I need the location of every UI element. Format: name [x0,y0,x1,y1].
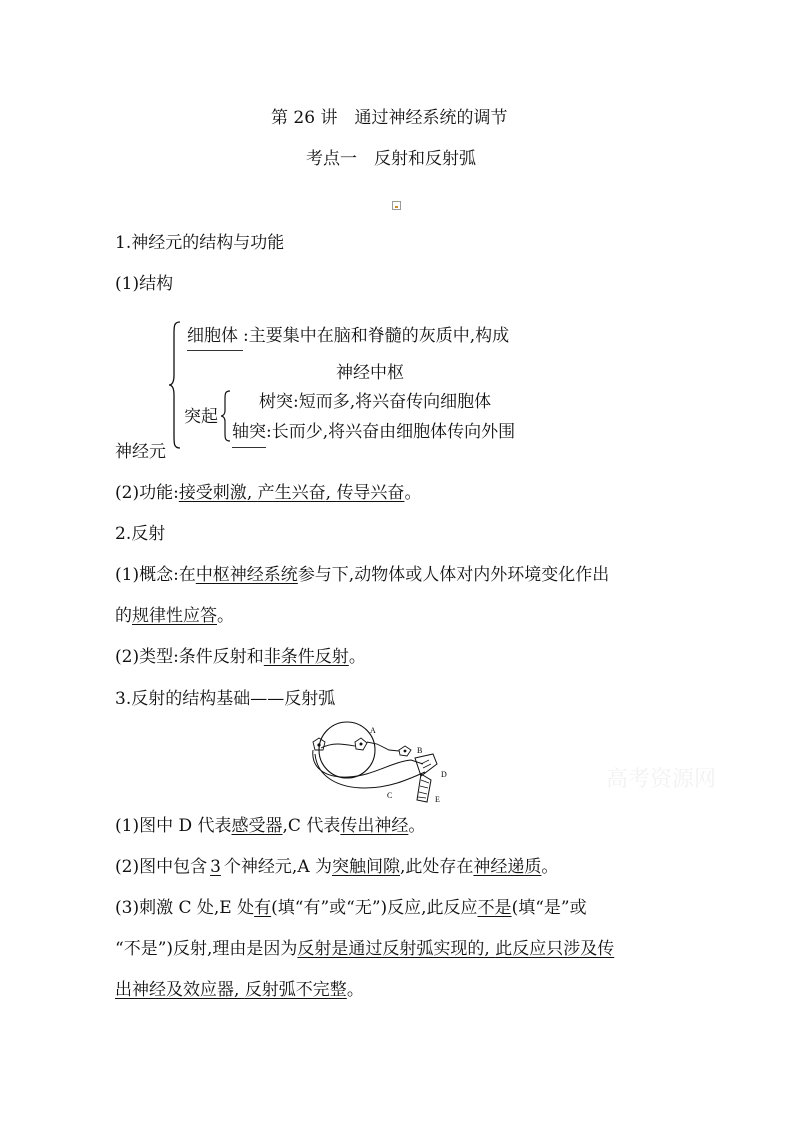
answer-reason-part2-cont: 出神经及效应器 [115,980,234,1000]
cell-body-underline [187,350,243,351]
dendrite-desc: :短而多,将兴奋传向细胞体 [293,392,492,412]
interneuron-path [321,744,355,748]
function-prefix: (2)功能: [115,483,179,503]
answer-synaptic-cleft: 突触间隙 [332,857,401,877]
question1 [115,815,425,837]
topic-title: 考点一 反射和反射弧 [306,149,476,169]
concept-prefix: (1)概念:在 [115,565,196,585]
cell-body-label: 细胞体 [187,326,238,346]
outer-brace-icon [168,320,184,450]
answer-produce-excitation: 产生兴奋 [257,483,326,503]
image-placeholder-icon [392,201,401,210]
process-label: 突起 [184,407,218,427]
diagram-label-d: D [441,770,447,779]
q2-text: 个神经元,A 为 [223,857,333,877]
q3-text: (3)刺激 C 处,E 处 [115,898,255,918]
q2-text: (2)图中包含 [115,857,208,877]
period: 。 [541,857,559,877]
receptor-skin-icon [415,754,437,776]
cell-body-desc: :主要集中在脑和脊髓的灰质中,构成 [243,326,510,346]
answer-reason-part3: 反射弧不完整 [244,980,347,1000]
answer-neurotransmitter: 神经递质 [473,857,542,877]
answer-receive-stimulus: 接受刺激 [178,483,247,503]
separator: , [484,939,496,959]
cell-body-desc-cont: 神经中枢 [336,363,404,383]
answer-three: 3 [210,857,221,877]
reflex-arc-diagram [303,720,453,802]
period: 。 [346,980,364,1000]
afferent-nerve-path [313,750,423,777]
section1-heading: 1.神经元的结构与功能 [115,233,285,253]
answer-efferent-nerve: 传出神经 [340,816,409,836]
question3-line2 [115,938,614,960]
q3-text: “不是”)反射,理由是因为 [115,939,298,959]
watermark: 高考资源网 [606,767,717,792]
question2 [115,856,558,878]
question3-line3 [115,979,364,1001]
answer-reason-part2: 此反应只涉及传 [495,939,615,959]
separator: , [325,483,337,503]
answer-cns: 中枢神经系统 [195,565,298,585]
separator: , [246,483,258,503]
diagram-label-b: B [417,746,423,755]
section2-heading: 2.反射 [115,524,166,544]
period: 。 [408,816,426,836]
concept-line1 [115,564,609,586]
answer-receptor: 感受器 [231,816,283,836]
tree-root-neuron: 神经元 [115,442,166,462]
type-prefix: (2)类型:条件反射和 [115,647,264,667]
inner-brace-icon [220,390,232,442]
section3-heading: 3.反射的结构基础——反射弧 [115,689,336,709]
answer-not: 不是 [477,898,512,918]
concept-mid: 参与下,动物体或人体对内外环境变化作出 [297,565,610,585]
axon-label: 轴突 [232,422,266,442]
q1-text: ,C 代表 [282,816,341,836]
answer-regular-response: 规律性应答 [132,606,217,626]
period: 。 [217,606,234,626]
answer-reason-part1: 反射是通过反射弧实现的 [297,939,485,959]
q3-text: (填“有”或“无”)反应,此反应 [271,898,478,918]
lesson-title: 第 26 讲 通过神经系统的调节 [271,108,508,128]
spinal-cord-circle [319,722,375,778]
structure-subheading: (1)结构 [115,274,174,294]
diagram-label-a: A [370,726,376,735]
period: 。 [348,647,366,667]
concept-line2 [115,605,234,627]
function-line [115,482,421,504]
separator: , [234,980,245,1000]
type-line [115,646,366,668]
answer-unconditioned-reflex: 非条件反射 [263,647,349,667]
axon-desc: :长而少,将兴奋由细胞体传向外围 [266,422,516,442]
question3-line1 [115,897,587,919]
answer-yes: 有 [254,898,272,918]
period: 。 [404,483,422,503]
diagram-label-e: E [435,795,440,804]
dendrite-label: 树突 [259,392,293,412]
diagram-label-c: C [387,791,393,800]
q3-text: (填“是”或 [511,898,587,918]
axon-underline [232,447,266,448]
q2-text: ,此处存在 [400,857,474,877]
concept-line2-pre: 的 [115,606,132,626]
answer-conduct-excitation: 传导兴奋 [336,483,405,503]
efferent-nerve-path [315,754,425,788]
q1-text: (1)图中 D 代表 [115,816,232,836]
